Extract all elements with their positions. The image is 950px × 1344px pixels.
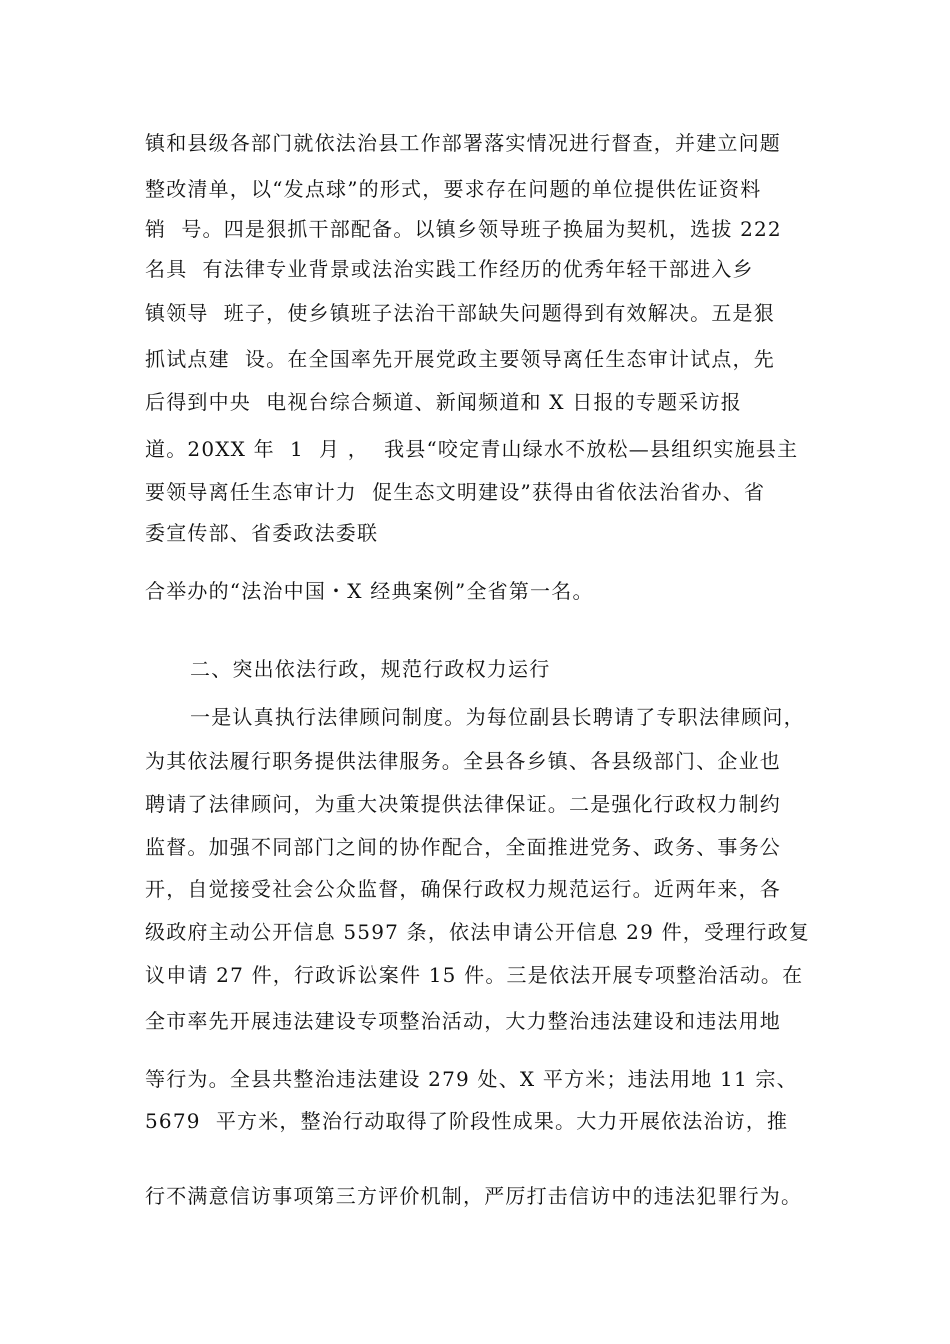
body-line: 抓试点建 设。在全国率先开展党政主要领导离任生态审计试点，先 — [145, 347, 775, 371]
paragraph-line: 全市率先开展违法建设专项整治活动，大力整治违法建设和违法用地 — [145, 1009, 781, 1033]
body-line: 镇领导 班子，使乡镇班子法治干部缺失问题得到有效解决。五是狠 — [145, 301, 775, 325]
body-line: 要领导离任生态审计力 促生态文明建设”获得由省依法治省办、省 — [145, 480, 766, 504]
paragraph-line: 聘请了法律顾问，为重大决策提供法律保证。二是强化行政权力制约 — [145, 792, 781, 816]
body-line: 委宣传部、省委政法委联 — [145, 521, 379, 545]
section-heading: 二、突出依法行政，规范行政权力运行 — [190, 657, 551, 681]
paragraph-line: 一是认真执行法律顾问制度。为每位副县长聘请了专职法律顾问， — [190, 705, 805, 729]
body-line: 镇和县级各部门就依法治县工作部署落实情况进行督查，并建立问题 — [145, 131, 781, 155]
body-line: 道。20XX 年 1 月 ， 我县“咬定青山绿水不放松—县组织实施县主 — [145, 437, 799, 461]
body-line: 名具 有法律专业背景或法治实践工作经历的优秀年轻干部进入乡 — [145, 257, 754, 281]
paragraph-line: 监督。加强不同部门之间的协作配合，全面推进党务、政务、事务公 — [145, 835, 781, 859]
body-line: 后得到中央 电视台综合频道、新闻频道和 X 日报的专题采访报 — [145, 390, 742, 414]
body-line: 销 号。四是狠抓干部配备。以镇乡领导班子换届为契机，选拔 222 — [145, 217, 782, 241]
body-line: 整改清单，以“发点球”的形式，要求存在问题的单位提供佐证资料 — [145, 177, 762, 201]
paragraph-line: 开，自觉接受社会公众监督，确保行政权力规范运行。近两年来，各 — [145, 877, 781, 901]
paragraph-line: 议申请 27 件，行政诉讼案件 15 件。三是依法开展专项整治活动。在 — [145, 963, 804, 987]
paragraph-line: 级政府主动公开信息 5597 条，依法申请公开信息 29 件，受理行政复 — [145, 920, 810, 944]
paragraph-line: 5679 平方米，整治行动取得了阶段性成果。大力开展依法治访，推 — [145, 1109, 789, 1133]
paragraph-line: 为其依法履行职务提供法律服务。全县各乡镇、各县级部门、企业也 — [145, 749, 781, 773]
body-line: 合举办的“法治中国・X 经典案例”全省第一名。 — [145, 579, 594, 603]
paragraph-line: 等行为。全县共整治违法建设 279 处、X 平方米；违法用地 11 宗、 — [145, 1067, 798, 1091]
paragraph-line: 行不满意信访事项第三方评价机制，严厉打击信访中的违法犯罪行为。 — [145, 1184, 803, 1208]
